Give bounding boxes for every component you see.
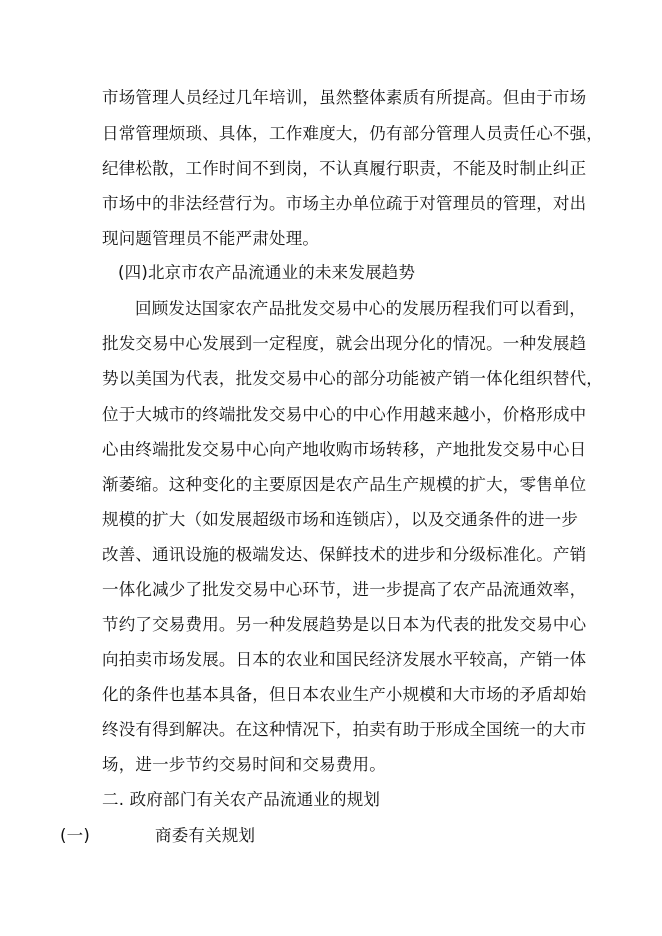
subsection-title: 商委有关规划 (155, 826, 256, 845)
text-line: 势以美国为代表，批发交易中心的部分功能被产销一体化组织替代， (102, 369, 603, 388)
text-line: 渐萎缩。这种变化的主要原因是农产品生产规模的扩大，零售单位 (102, 475, 587, 494)
text-line: 节约了交易费用。另一种发展趋势是以日本为代表的批发交易中心 (102, 615, 587, 634)
text-line: 规模的扩大（如发展超级市场和连锁店），以及交通条件的进一步 (102, 510, 579, 529)
text-line: 市场中的非法经营行为。市场主办单位疏于对管理员的管理，对出 (102, 194, 587, 213)
text-line: 市场管理人员经过几年培训，虽然整体素质有所提高。但由于市场 (102, 88, 587, 107)
text-line: 化的条件也基本具备，但日本农业生产小规模和大市场的矛盾却始 (102, 685, 587, 704)
text-line: 向拍卖市场发展。日本的农业和国民经济发展水平较高，产销一体 (102, 650, 587, 669)
text-line: 改善、通讯设施的极端发达、保鲜技术的进步和分级标准化。产销 (102, 545, 587, 564)
text-line: 终没有得到解决。在这种情况下，拍卖有助于形成全国统一的大市 (102, 720, 587, 739)
text-line: 一体化减少了批发交易中心环节，进一步提高了农产品流通效率， (102, 580, 587, 599)
text-line: 日常管理烦琐、具体，工作难度大，仍有部分管理人员责任心不强， (102, 124, 603, 143)
subsection-number: (一) (60, 826, 90, 845)
text-line: 位于大城市的终端批发交易中心的中心作用越来越小，价格形成中 (102, 405, 587, 424)
text-line: 心由终端批发交易中心向产地收购市场转移，产地批发交易中心日 (102, 440, 587, 459)
heading-beijing-trends: (四)北京市农产品流通业的未来发展趋势 (118, 263, 416, 282)
section-heading-government-planning: 二. 政府部门有关农产品流通业的规划 (102, 790, 381, 809)
text-line: 批发交易中心发展到一定程度，就会出现分化的情况。一种发展趋 (102, 334, 587, 353)
text-line: 纪律松散，工作时间不到岗，不认真履行职责，不能及时制止纠正 (102, 159, 587, 178)
text-line: 回顾发达国家农产品批发交易中心的发展历程我们可以看到， (135, 299, 586, 318)
text-line: 现问题管理员不能严肃处理。 (102, 229, 320, 248)
text-line: 场，进一步节约交易时间和交易费用。 (102, 755, 386, 774)
